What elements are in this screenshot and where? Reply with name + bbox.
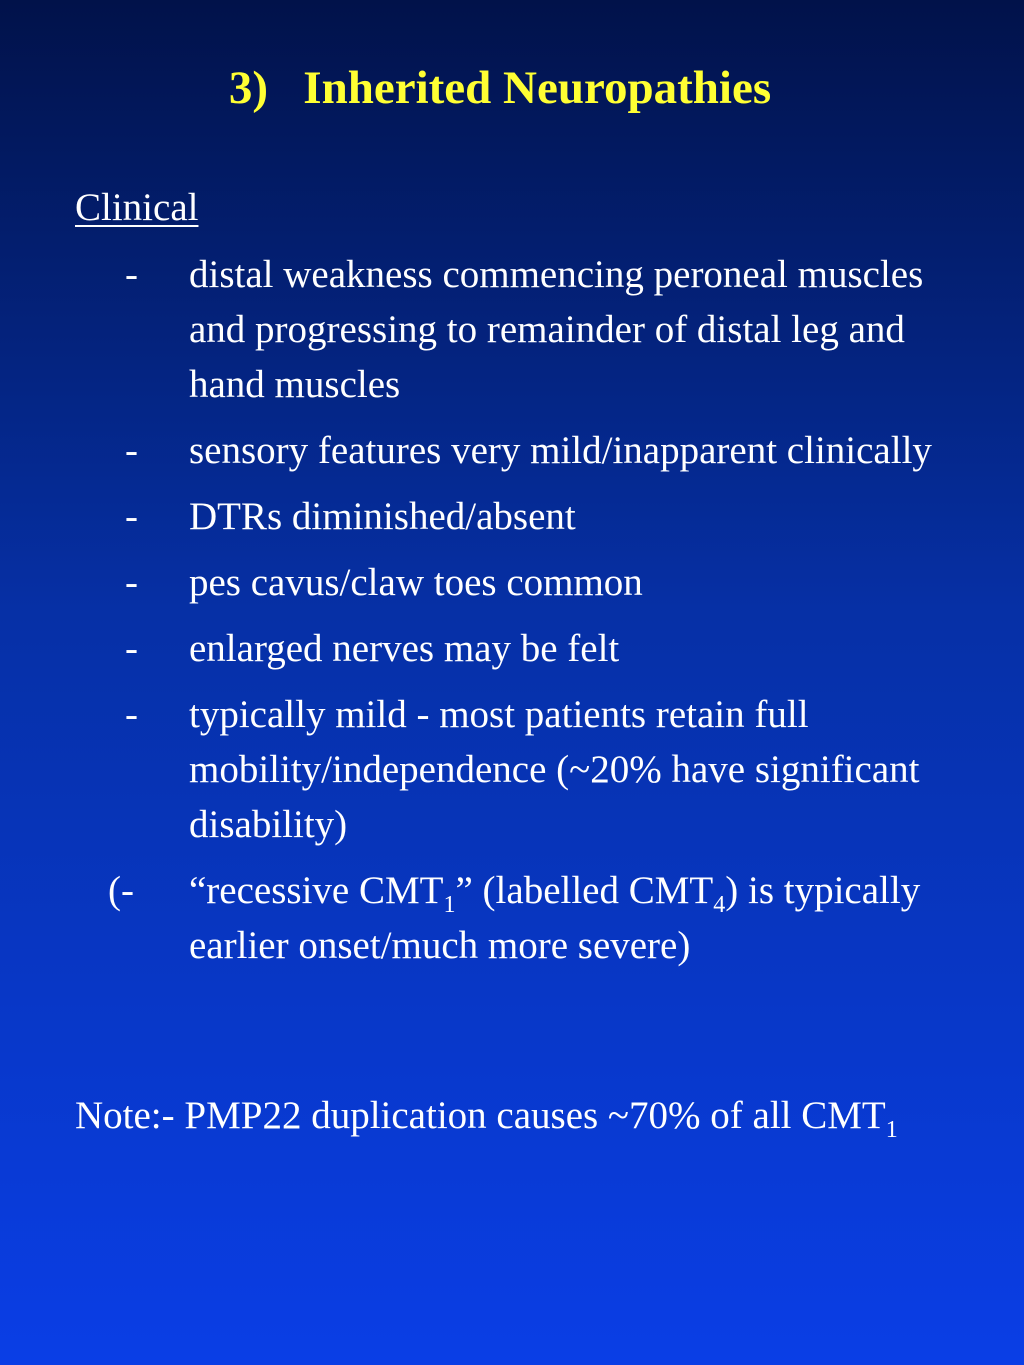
bullet-marker: (- [108, 869, 134, 912]
bullet-item-sensory-features [0, 423, 1024, 478]
bullet-item-recessive-cmt [0, 863, 1024, 973]
bullet-text: distal weakness commencing peroneal muscles and progressing to remainder of distal leg and hand muscles [189, 253, 924, 406]
section-heading-clinical: Clinical [75, 186, 199, 229]
slide-title: 3) Inherited Neuropathies [228, 62, 772, 114]
bullet-item-pes-cavus [0, 555, 1024, 610]
bullet-text: typically mild - most patients retain full mobility/independence (~20% have significant disability) [189, 693, 920, 846]
bullet-item-dtrs [0, 489, 1024, 544]
bullet-marker: - [125, 627, 138, 670]
bullet-text-part: “recessive CMT [189, 869, 444, 912]
subscript: 1 [443, 892, 456, 918]
subscript: 1 [885, 1117, 898, 1143]
bullet-marker: - [125, 561, 138, 604]
subscript: 4 [713, 892, 726, 918]
bullet-marker: - [125, 429, 138, 472]
bullet-text: enlarged nerves may be felt [189, 627, 620, 670]
bullet-text-part: ” (labelled CMT [455, 869, 714, 912]
bullet-marker: - [125, 693, 138, 736]
note-text [75, 1088, 955, 1143]
bullet-marker: - [125, 253, 138, 296]
bullet-item-distal-weakness [0, 247, 1024, 412]
bullet-text: DTRs diminished/absent [189, 495, 576, 538]
bullet-item-enlarged-nerves [0, 621, 1024, 676]
bullet-text: sensory features very mild/inapparent clinically [189, 429, 932, 472]
bullet-item-typically-mild [0, 687, 1024, 852]
bullet-list [0, 247, 1024, 984]
bullet-text-part: ) is typically earlier onset/much more severe) [189, 869, 921, 967]
bullet-marker: - [125, 495, 138, 538]
bullet-text [189, 869, 920, 967]
note-body: Note:- PMP22 duplication causes ~70% of all CMT [75, 1094, 886, 1137]
bullet-text: pes cavus/claw toes common [189, 561, 643, 604]
